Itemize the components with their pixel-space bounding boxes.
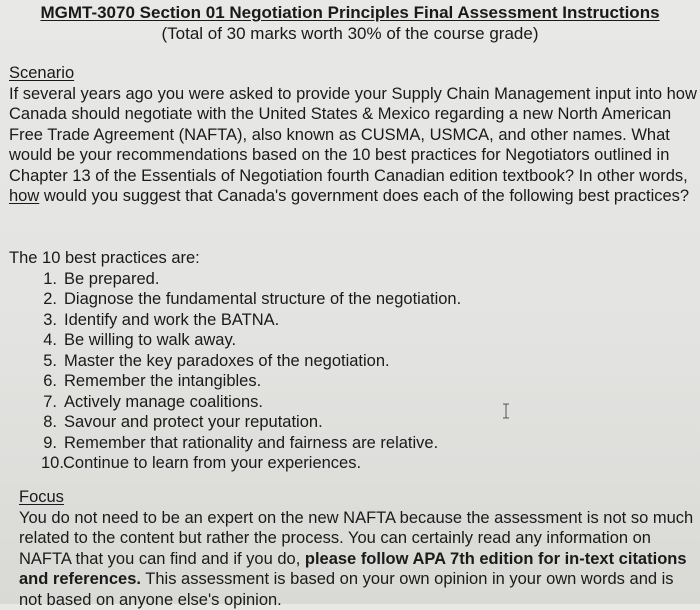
list-item-number: 5. — [37, 351, 57, 372]
list-item-text: Continue to learn from your experiences. — [63, 454, 361, 472]
list-item-text: Savour and protect your reputation. — [64, 413, 323, 431]
list-item-text: Master the key paradoxes of the negotiation. — [64, 352, 390, 370]
list-item-number: 9. — [37, 433, 57, 454]
focus-apa-instruction: please follow APA 7th edition for in-text citations and references. — [19, 550, 687, 589]
list-item — [9, 433, 699, 454]
list-item-number: 1. — [37, 269, 57, 290]
list-item — [9, 371, 699, 392]
scenario-paragraph — [9, 84, 699, 207]
scenario-text-after: would you suggest that Canada's government does each of the following best practices? — [39, 187, 689, 205]
list-item-number: 3. — [37, 310, 57, 331]
list-item-text: Identify and work the BATNA. — [64, 311, 279, 329]
best-practices-section — [9, 248, 699, 474]
best-practices-list — [9, 269, 699, 474]
list-item-text: Remember the intangibles. — [64, 372, 261, 390]
scenario-section — [9, 63, 699, 207]
focus-heading: Focus — [19, 487, 694, 508]
page-title: MGMT-3070 Section 01 Negotiation Principles Final Assessment Instructions — [0, 3, 700, 23]
scenario-text-before: If several years ago you were asked to provide your Supply Chain Management input into how Canada should negotiate with the United States & Mexico regarding a new North American Free Trade Agreement (NAFTA), also known as CUSMA, USMCA, and other names. What would be your recommendations based on the 10 best practices for Negotiators outlined in Chapter 13 of the Essentials of Negotiation fourth Canadian edition textbook? In other words, — [9, 85, 697, 185]
list-item-text: Be prepared. — [64, 270, 159, 288]
page-subtitle: (Total of 30 marks worth 30% of the course grade) — [0, 24, 700, 44]
list-item — [9, 269, 699, 290]
list-item — [9, 310, 699, 331]
list-item-number: 2. — [37, 289, 57, 310]
list-item-number: 4. — [37, 330, 57, 351]
list-item-text: Remember that rationality and fairness are relative. — [64, 434, 438, 452]
scenario-how-emphasis: how — [9, 187, 39, 205]
list-item — [9, 412, 699, 433]
list-item — [9, 392, 699, 413]
list-item-number: 8. — [37, 412, 57, 433]
text-cursor-icon — [501, 403, 511, 419]
scenario-heading: Scenario — [9, 63, 699, 84]
list-item — [9, 453, 699, 474]
focus-text-end: This assessment is based on your own opinion in your own words and is not based on anyone else's opinion. — [19, 570, 674, 609]
list-item-text: Be willing to walk away. — [64, 331, 236, 349]
list-item — [9, 351, 699, 372]
list-item — [9, 330, 699, 351]
best-practices-intro: The 10 best practices are: — [9, 248, 699, 269]
list-item-text: Actively manage coalitions. — [64, 393, 263, 411]
focus-paragraph — [19, 508, 694, 610]
list-item-number: 7. — [37, 392, 57, 413]
list-item-number: 6. — [37, 371, 57, 392]
list-item-text: Diagnose the fundamental structure of the negotiation. — [64, 290, 461, 308]
focus-section — [19, 487, 694, 610]
list-item-number: 10. — [41, 453, 61, 474]
focus-text-start: You do not need to be an expert on the new NAFTA because the assessment is not so much related to the content but rather the process. You can certainly read any information on NAFTA that you can find and if you do, — [19, 509, 693, 568]
list-item — [9, 289, 699, 310]
